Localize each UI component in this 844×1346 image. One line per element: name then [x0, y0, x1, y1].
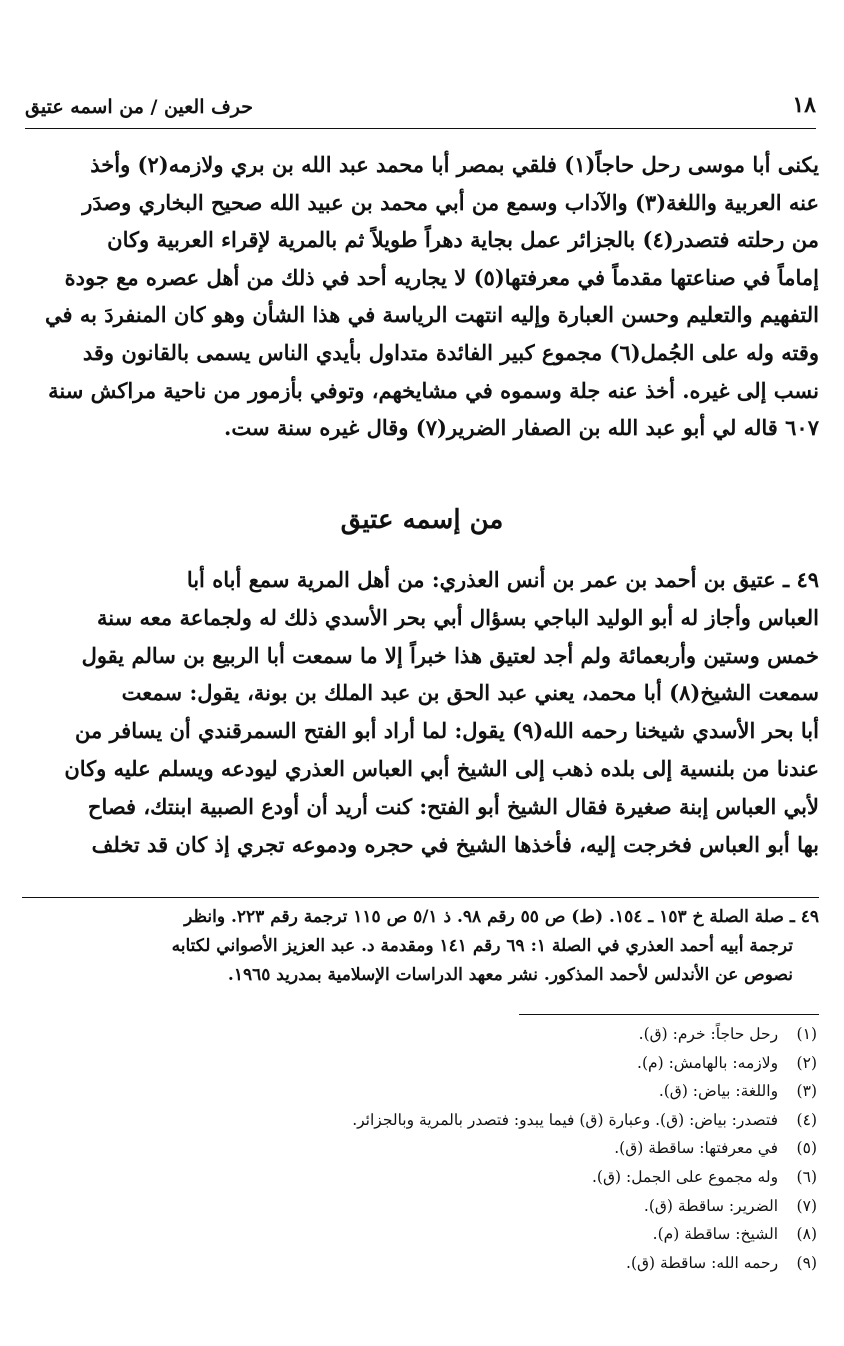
- biography-paragraph-continued: [22, 146, 819, 447]
- footnote: [57, 1192, 817, 1221]
- text-line: لأبي العباس إبنة صغيرة فقال الشيخ أبو الفتح: كنت أريد أن أودع الصبية ابنتك، فصاح: [87, 793, 819, 819]
- source-line: نصوص عن الأندلس لأحمد المذكور. نشر معهد الدراسات الإسلامية بمدريد ١٩٦٥.: [227, 965, 793, 985]
- footnote-text: الشيخ: ساقطة (م).: [652, 1225, 779, 1244]
- footnote-number: (٩): [796, 1253, 817, 1272]
- footnote-text: واللغة: بياض: (ق).: [658, 1082, 779, 1101]
- footnote: [57, 1049, 817, 1078]
- text-line: وقته وله على الجُمل(٦) مجموع كبير الفائدة متداول بأيدي الناس يسمى بالقانون وقد: [82, 339, 819, 365]
- footnote-number: (٥): [796, 1139, 817, 1158]
- text-line: ٤٩ ـ عتيق بن أحمد بن عمر بن أنس العذري: من أهل المرية سمع أباه أبا: [186, 567, 819, 592]
- footnote-number: (١): [796, 1025, 817, 1043]
- text-line: بها أبو العباس فخرجت إليه، فأخذها الشيخ في حجره ودموعه تجري إذ كان قد تخلف: [91, 831, 819, 857]
- footnote: [57, 1106, 817, 1135]
- text-line: عنه العربية واللغة(٣) والآداب وسمع من أبي محمد بن عبيد الله صحيح البخاري وصدَر: [82, 189, 819, 215]
- text-line: من رحلته فتصدر(٤) بالجزائر عمل بجاية دهراً طويلاً ثم بالمرية لإقراء العربية وكان: [107, 227, 819, 253]
- footnote-text: رحل حاجاً: خرم: (ق).: [638, 1025, 779, 1043]
- source-line: ترجمة أبيه أحمد العذري في الصلة ١: ٦٩ رقم ١٤١ ومقدمة د. عبد العزيز الأصواني لكتابه: [171, 936, 793, 956]
- footnote-number: (٢): [796, 1053, 817, 1072]
- text-line: عندنا من بلنسية إلى بلده ذهب إلى الشيخ أبي العباس العذري ليودعه ويسلم عليه وكان: [64, 755, 819, 781]
- footnote-text: الضرير: ساقطة (ق).: [643, 1196, 779, 1215]
- text-line: نسب إلى غيره. أخذ عنه جلة وسموه في مشايخهم، وتوفي بأزمور من ناحية مراكش سنة: [48, 377, 819, 403]
- footnote-text: في معرفتها: ساقطة (ق).: [614, 1139, 779, 1158]
- footnotes-list: [57, 1020, 817, 1277]
- section-title: من إسمه عتيق: [340, 505, 504, 535]
- text-line: سمعت الشيخ(٨) أبا محمد، يعني عبد الحق بن عبد الملك بن بونة، يقول: سمعت: [121, 680, 819, 706]
- source-line: ٤٩ ـ صلة الصلة خ ١٥٣ ـ ١٥٤. (ط) ص ٥٥ رقم ٩٨. ذ ٥/١ ص ١١٥ ترجمة رقم ٢٢٣. وانظر: [184, 907, 819, 927]
- page-number: ١٨: [792, 92, 816, 118]
- footnote: [57, 1134, 817, 1163]
- sources-divider: [22, 897, 819, 898]
- text-line: إماماً في صناعتها مقدماً في معرفتها(٥) لا يجاريه أحد في ذلك من أهل عصره مع جودة: [64, 264, 819, 290]
- footnote: [57, 1163, 817, 1192]
- footnotes-divider: [519, 1014, 819, 1015]
- sources-note: [22, 903, 819, 990]
- biography-entry-49: [22, 561, 819, 863]
- footnote-number: (٣): [796, 1082, 817, 1101]
- footnote-text: رحمه الله: ساقطة (ق).: [626, 1253, 779, 1272]
- text-line: يكنى أبا موسى رحل حاجاً(١) فلقي بمصر أبا محمد عبد الله بن بري ولازمه(٢) وأخذ: [90, 152, 819, 177]
- running-title: حرف العين / من اسمه عتيق: [25, 96, 254, 118]
- footnote: [57, 1220, 817, 1249]
- footnote: [57, 1077, 817, 1106]
- text-line: العباس وأجاز له أبو الوليد الباجي بسؤال أبي بحر الأسدي ذلك له ولجماعة معه سنة: [97, 604, 819, 630]
- footnote-number: (٦): [796, 1167, 817, 1186]
- text-line: ٦٠٧ قاله لي أبو عبد الله بن الصفار الضرير(٧) وقال غيره سنة ست.: [224, 415, 819, 441]
- text-line: خمس وستين وأربعمائة ولم أجد لعتيق هذا خبراً إلا ما سمعت أبا الربيع بن سالم يقول: [81, 642, 819, 668]
- footnote-number: (٤): [796, 1110, 817, 1129]
- text-line: أبا بحر الأسدي شيخنا رحمه الله(٩) يقول: لما أراد أبو الفتح السمرقندي أن يسافر من: [75, 718, 819, 744]
- footnote-text: فتصدر: بياض: (ق). وعبارة (ق) فيما يبدو: فتصدر بالمرية وبالجزائر.: [352, 1110, 779, 1129]
- footnote: [57, 1249, 817, 1278]
- text-line: التفهيم والتعليم وحسن العبارة وإليه انتهت الرياسة في هذا الشأن وهو كان المنفردَ به في: [45, 302, 819, 328]
- footnote-number: (٧): [796, 1196, 817, 1215]
- running-header: [25, 90, 816, 129]
- footnote-text: ولازمه: بالهامش: (م).: [637, 1053, 779, 1072]
- footnote-number: (٨): [796, 1225, 817, 1244]
- footnote-text: وله مجموع على الجمل: (ق).: [592, 1167, 779, 1186]
- footnote: [57, 1020, 817, 1049]
